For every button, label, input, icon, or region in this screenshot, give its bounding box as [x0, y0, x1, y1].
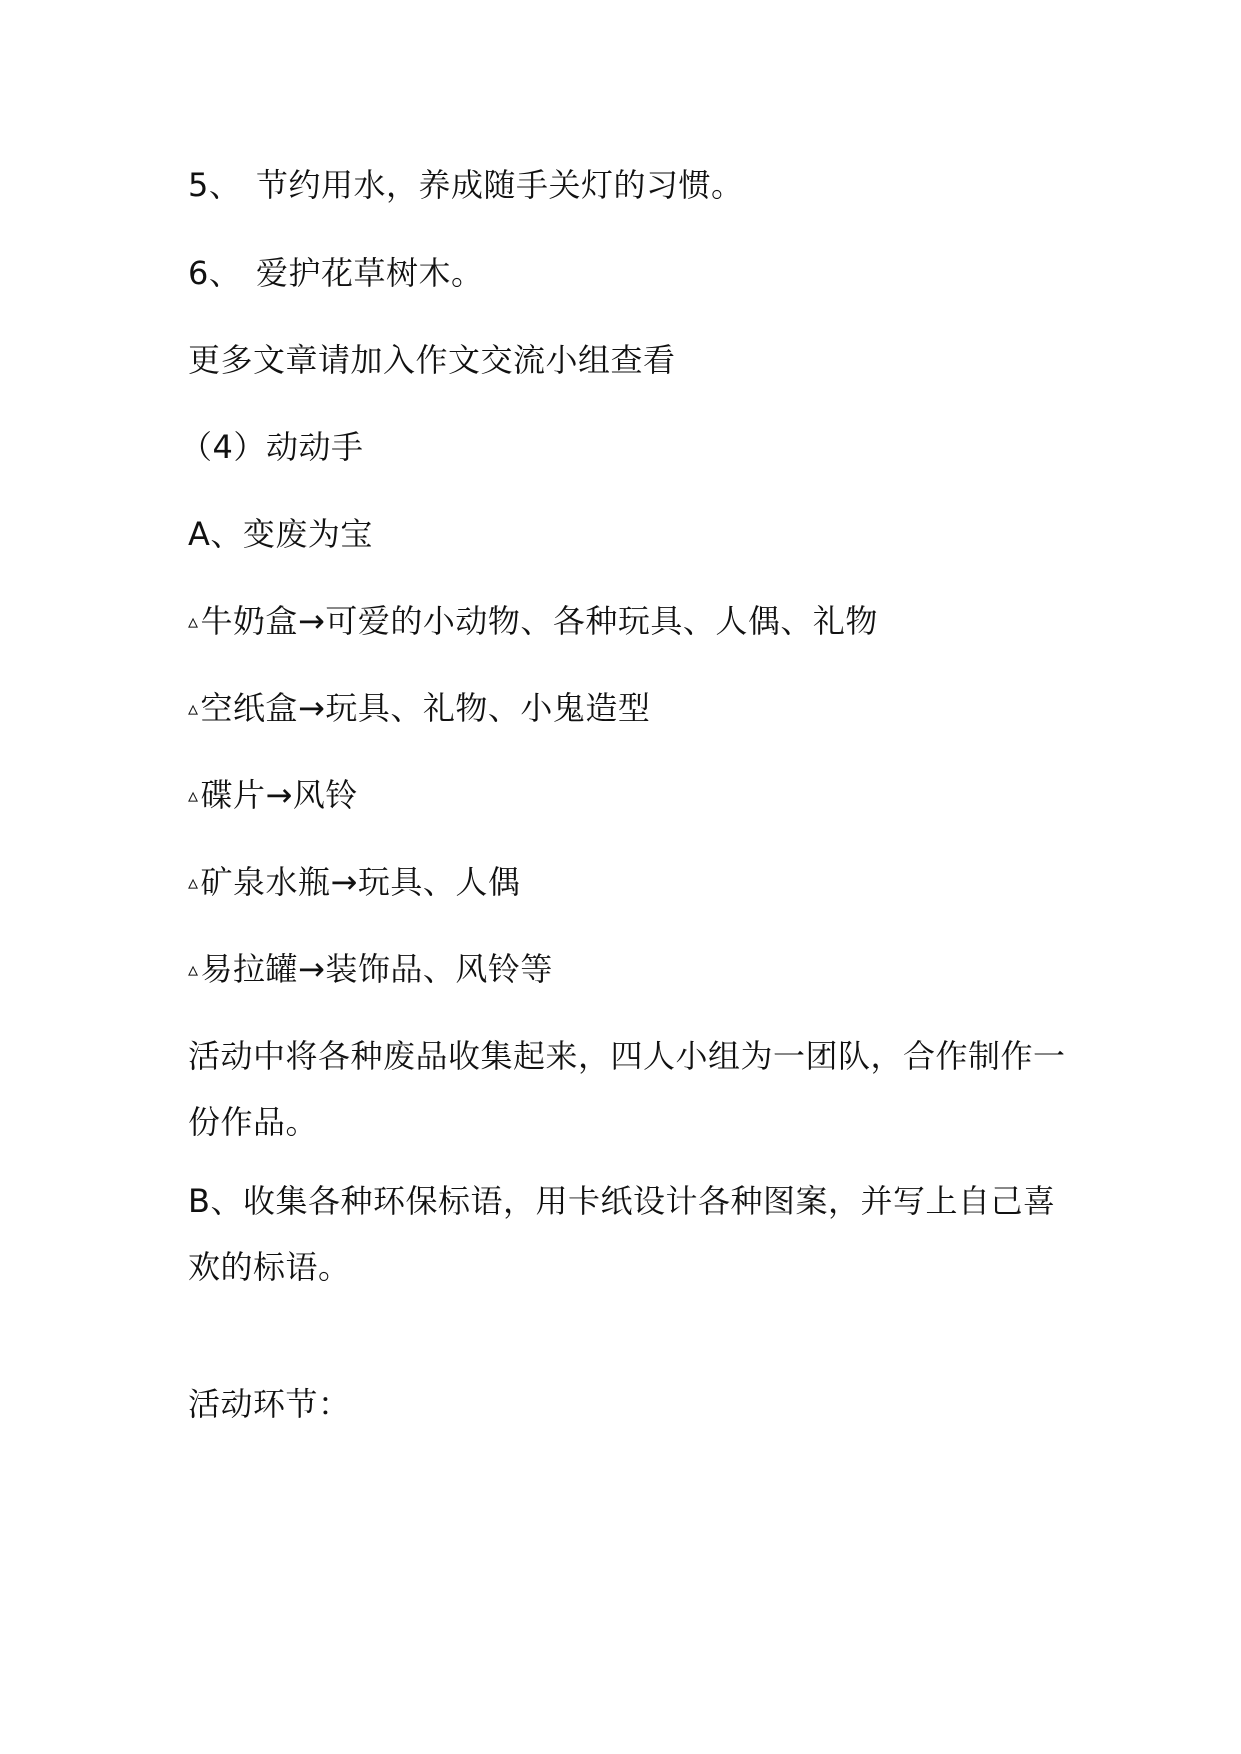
triangle-bullet-icon: ▵	[188, 870, 199, 894]
section-number: （4）	[180, 428, 266, 466]
bullet-text: 牛奶盒→可爱的小动物、各种玩具、人偶、礼物	[200, 602, 878, 640]
rule-item-5	[188, 165, 744, 205]
triangle-bullet-icon: ▵	[188, 783, 199, 807]
rule-item-6	[188, 253, 484, 293]
rule-number: 5、	[188, 166, 242, 204]
part-a-title: A、变废为宝	[188, 515, 373, 553]
part-b-paragraph: B、收集各种环保标语，用卡纸设计各种图案，并写上自己喜欢的标语。	[188, 1182, 1056, 1286]
rule-text: 爱护花草树木。	[256, 254, 484, 292]
bullet-item	[188, 949, 553, 989]
bullet-text: 易拉罐→装饰品、风铃等	[200, 950, 553, 988]
bullet-text: 空纸盒→玩具、礼物、小鬼造型	[200, 689, 651, 727]
rule-text: 节约用水，养成随手关灯的习惯。	[256, 166, 744, 204]
bullet-text: 碟片→风铃	[200, 776, 358, 814]
bullet-item	[188, 688, 650, 728]
promo-text: 更多文章请加入作文交流小组查看	[188, 341, 676, 379]
bullet-text: 矿泉水瓶→玩具、人偶	[200, 863, 521, 901]
activity-paragraph: 活动中将各种废品收集起来，四人小组为一团队，合作制作一份作品。	[188, 1037, 1066, 1141]
section-heading	[180, 427, 364, 467]
triangle-bullet-icon: ▵	[188, 609, 199, 633]
triangle-bullet-icon: ▵	[188, 696, 199, 720]
bullet-item	[188, 775, 358, 815]
bullet-item	[188, 862, 520, 902]
activity-steps-heading: 活动环节：	[188, 1385, 351, 1423]
rule-number: 6、	[188, 254, 242, 292]
bullet-item	[188, 601, 878, 641]
triangle-bullet-icon: ▵	[188, 957, 199, 981]
section-title: 动动手	[266, 428, 364, 466]
